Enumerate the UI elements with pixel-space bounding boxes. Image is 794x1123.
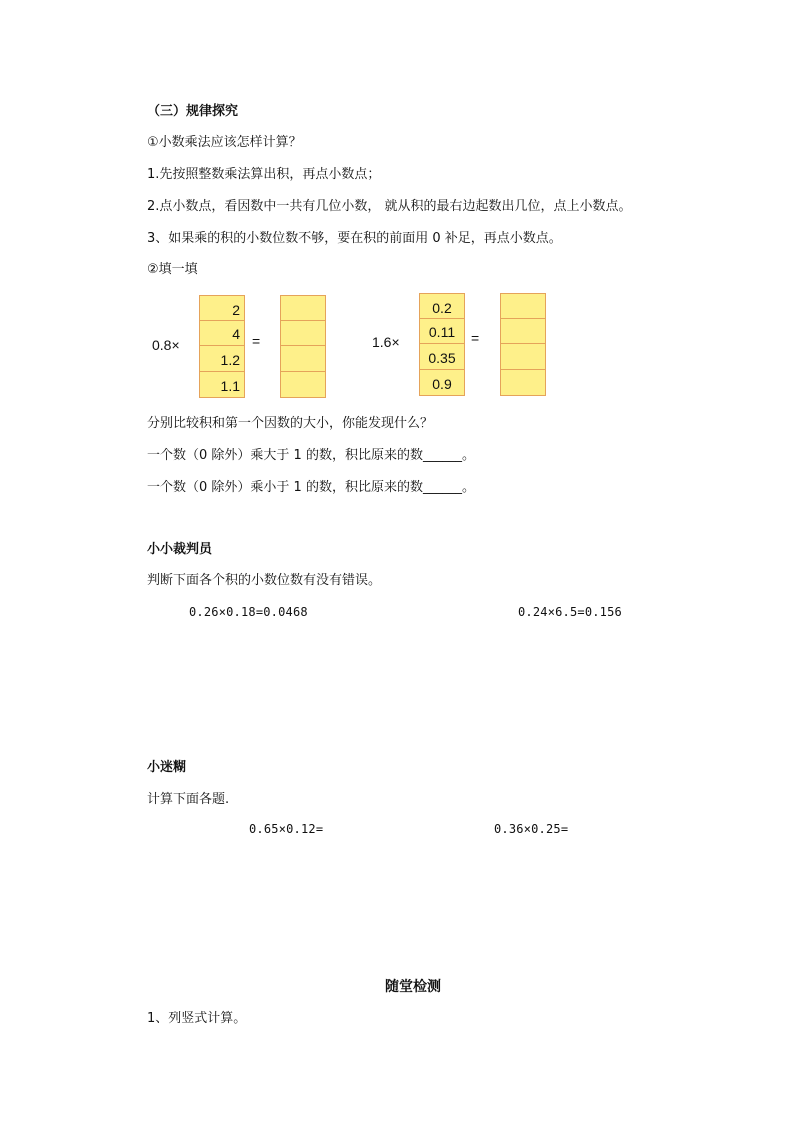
right-answer-box[interactable]	[500, 293, 546, 319]
rule-step-3: 3、如果乘的积的小数位数不够，要在积的前面用 0 补足，再点小数点。	[147, 231, 562, 246]
rule-step-1: 1.先按照整数乘法算出积，再点小数点；	[147, 167, 381, 182]
question-2: ②填一填	[147, 262, 198, 277]
right-factor-cell: 0.9	[419, 370, 465, 396]
compare-line-1: 一个数（0 除外）乘大于 1 的数，积比原来的数______。	[147, 448, 475, 463]
left-answer-column	[280, 295, 326, 398]
puzzle-title: 小迷糊	[147, 760, 187, 775]
judge-equation-2: 0.24×6.5=0.156	[518, 605, 622, 619]
left-factor-cell: 1.2	[199, 346, 245, 372]
right-answer-box[interactable]	[500, 344, 546, 370]
right-answer-column	[500, 293, 546, 396]
left-factor-cell: 4	[199, 321, 245, 346]
judge-title: 小小裁判员	[147, 542, 213, 557]
left-answer-box[interactable]	[280, 346, 326, 372]
compare-question: 分别比较积和第一个因数的大小，你能发现什么？	[147, 416, 434, 431]
right-factor-cell: 0.2	[419, 293, 465, 319]
right-factor: 1.6×	[372, 334, 400, 350]
right-answer-box[interactable]	[500, 319, 546, 344]
left-equals: =	[252, 333, 261, 349]
left-factor-cell: 2	[199, 295, 245, 321]
puzzle-equation-1: 0.65×0.12=	[249, 822, 324, 836]
right-answer-box[interactable]	[500, 370, 546, 396]
left-factor: 0.8×	[152, 337, 180, 353]
left-answer-box[interactable]	[280, 372, 326, 398]
right-factor-cell: 0.11	[419, 319, 465, 344]
left-answer-box[interactable]	[280, 295, 326, 321]
left-factor-cell: 1.1	[199, 372, 245, 398]
question-1: ①小数乘法应该怎样计算？	[147, 135, 302, 150]
right-factor-column	[419, 293, 465, 396]
right-factor-cell: 0.35	[419, 344, 465, 370]
rule-step-2: 2.点小数点，看因数中一共有几位小数， 就从积的最右边起数出几位，点上小数点。	[147, 199, 632, 214]
puzzle-instruction: 计算下面各题.	[147, 792, 230, 807]
judge-equation-1: 0.26×0.18=0.0468	[189, 605, 308, 619]
section-heading: （三）规律探究	[147, 104, 239, 119]
left-factor-column	[199, 295, 245, 398]
right-equals: =	[471, 330, 480, 346]
compare-line-2: 一个数（0 除外）乘小于 1 的数，积比原来的数______。	[147, 480, 475, 495]
left-answer-box[interactable]	[280, 321, 326, 346]
judge-instruction: 判断下面各个积的小数位数有没有错误。	[147, 573, 382, 588]
test-item-1: 1、列竖式计算。	[147, 1011, 247, 1026]
test-title: 随堂检测	[385, 979, 441, 995]
puzzle-equation-2: 0.36×0.25=	[494, 822, 569, 836]
